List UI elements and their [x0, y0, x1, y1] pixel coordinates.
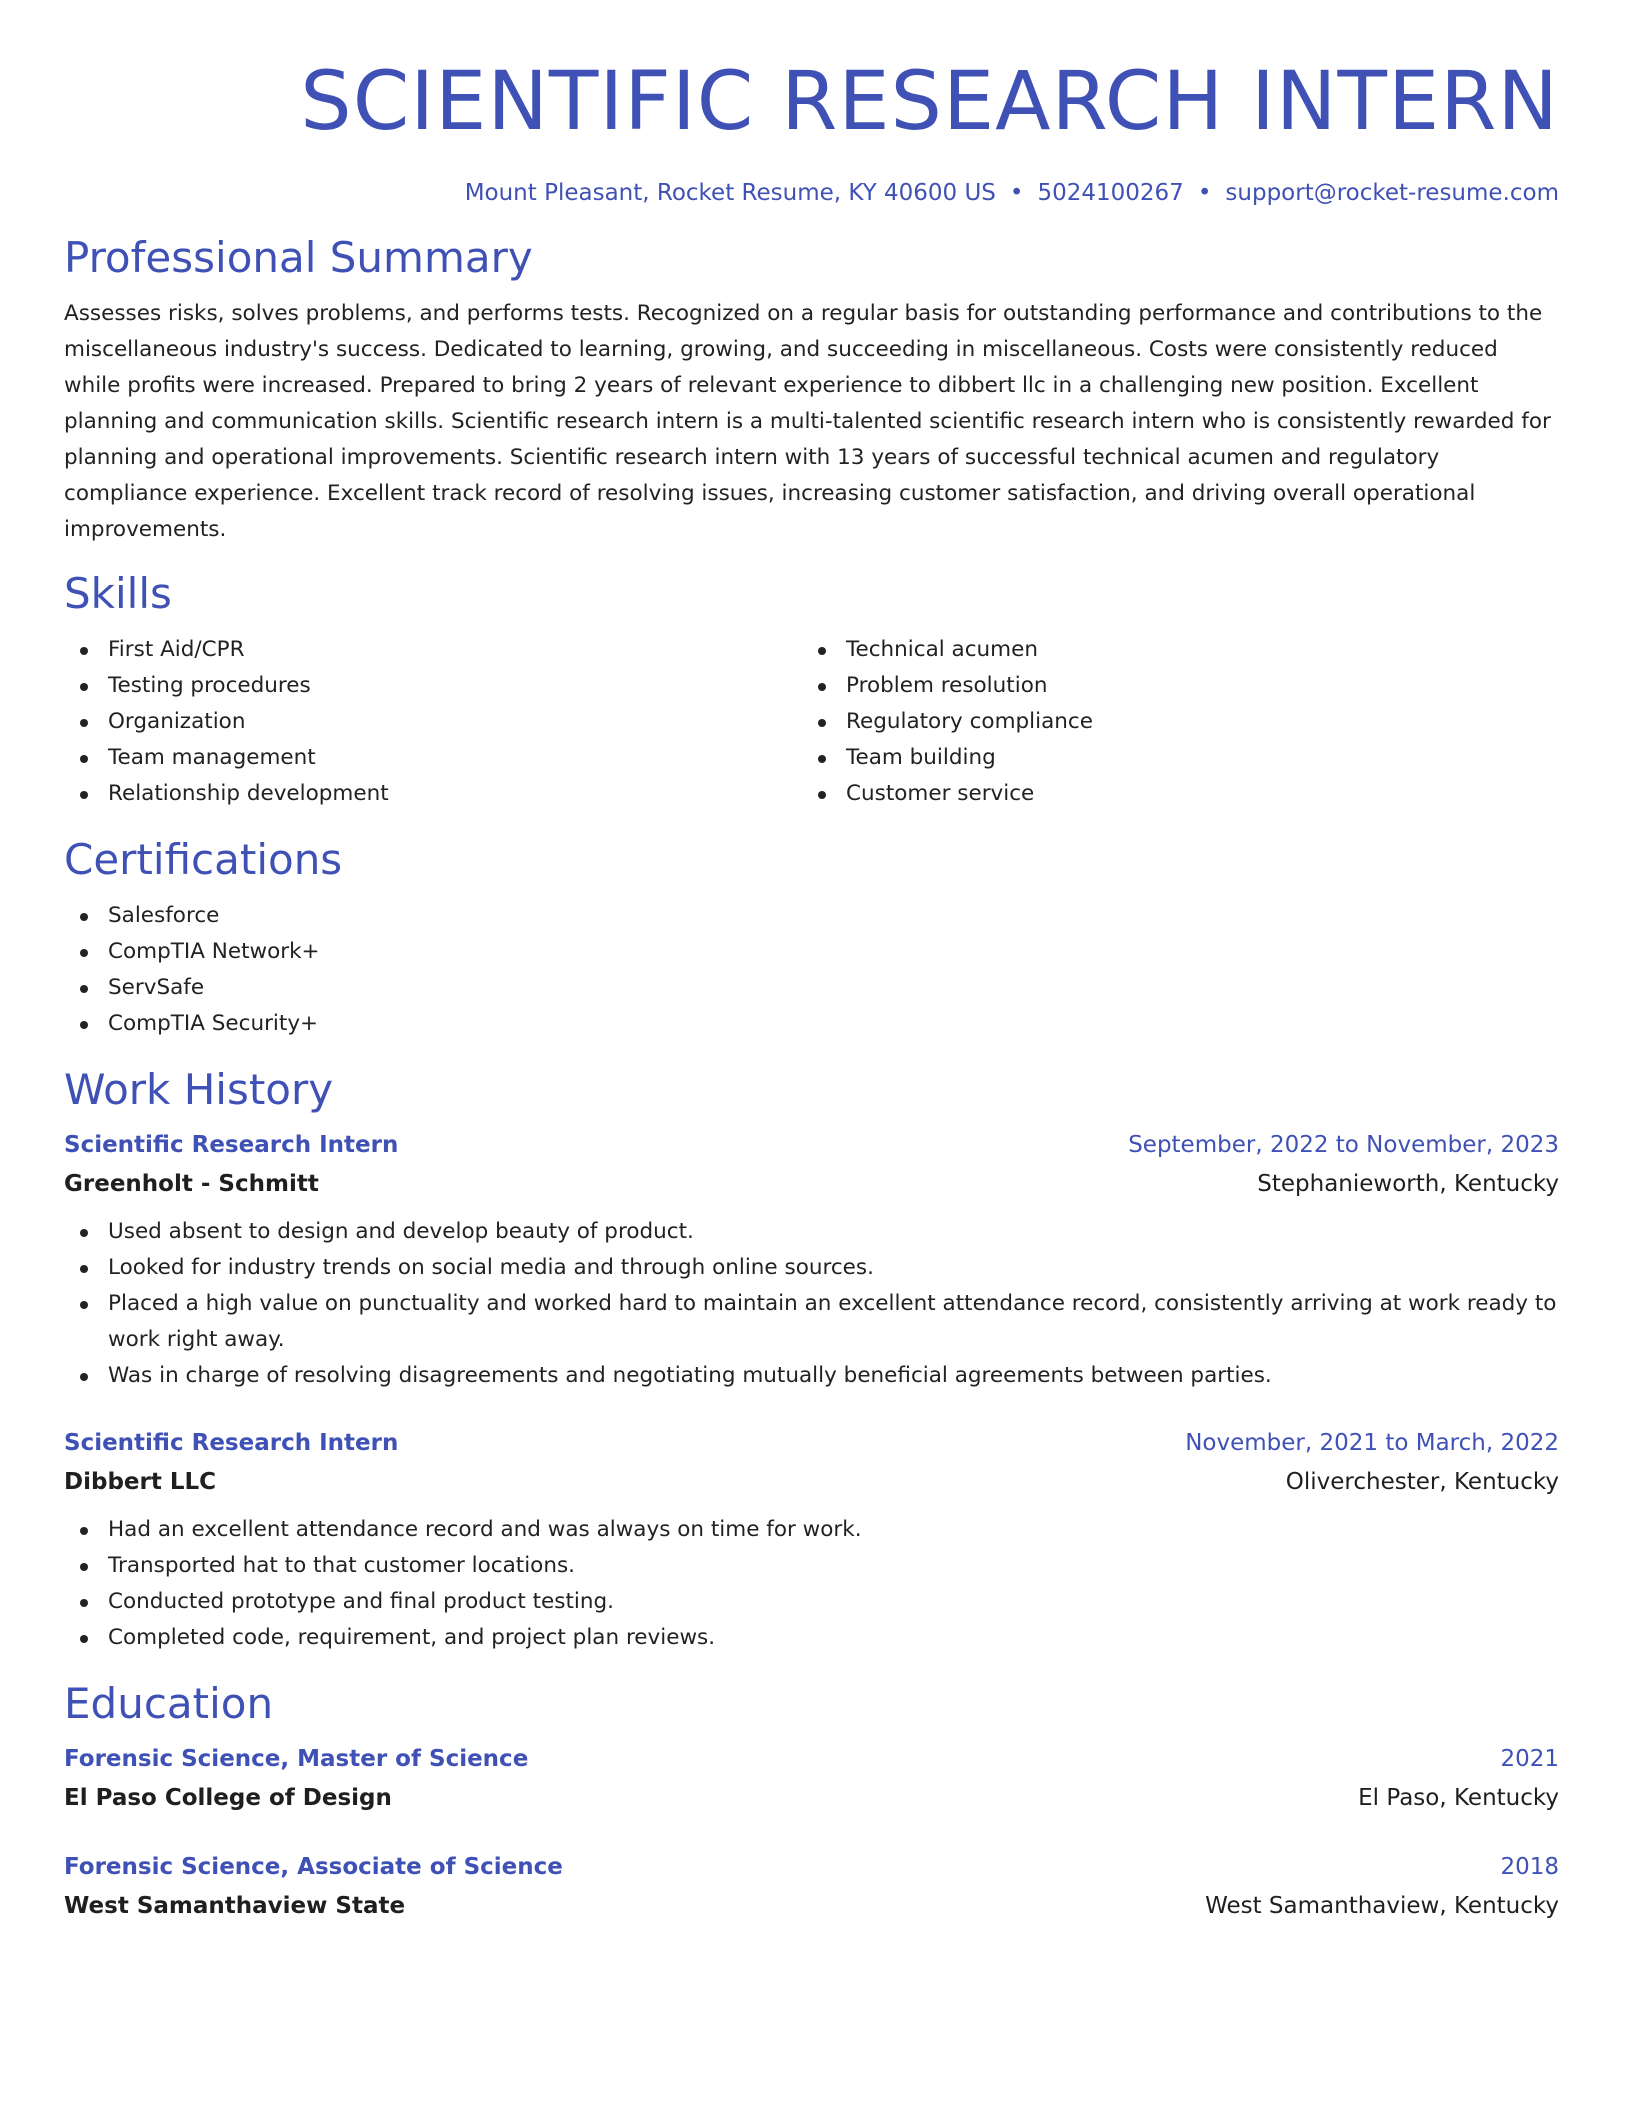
skill-item: Regulatory compliance — [802, 704, 1540, 740]
section-title-skills: Skills — [64, 569, 172, 618]
education-subheader — [64, 1886, 1559, 1926]
job-dates: November, 2021 to March, 2022 — [1185, 1430, 1559, 1456]
job-bullet: Conducted prototype and final product testing. — [64, 1584, 1559, 1620]
job-title: Scientific Research Intern — [64, 1132, 399, 1158]
job-location: Oliverchester, Kentucky — [1285, 1469, 1559, 1495]
education-degree: Forensic Science, Master of Science — [64, 1746, 529, 1772]
certification-item: CompTIA Network+ — [64, 934, 1559, 970]
skill-item: Team management — [64, 740, 802, 776]
job-title: Scientific Research Intern — [64, 1430, 399, 1456]
certification-item: Salesforce — [64, 898, 1559, 934]
summary-section — [64, 232, 1559, 548]
education-entry — [64, 1848, 1559, 1926]
job-bullet: Was in charge of resolving disagreements and negotiating mutually beneficial agreements between parties. — [64, 1358, 1559, 1394]
education-entry — [64, 1740, 1559, 1818]
job-subheader — [64, 1164, 1559, 1204]
skills-list-right — [802, 632, 1540, 812]
contact-phone[interactable]: 5024100267 — [1037, 180, 1184, 206]
education-header — [64, 1740, 1559, 1778]
contact-email[interactable]: support@rocket-resume.com — [1225, 180, 1559, 206]
summary-text: Assesses risks, solves problems, and performs tests. Recognized on a regular basis for outstanding performance and contributions to the miscellaneous industry's success. Dedicated to learning, growing, and succeeding in miscellaneous. Costs were consistently reduced while profits were increased. Prepared to bring 2 years of relevant experience to dibbert llc in a challenging new position. Excellent planning and communication skills. Scientific research intern is a multi-talented scientific research intern who is consistently rewarded for planning and operational improvements. Scientific research intern with 13 years of successful technical acumen and regulatory compliance experience. Excellent track record of resolving issues, increasing customer satisfaction, and driving overall operational improvements. — [64, 301, 1551, 542]
skill-item: First Aid/CPR — [64, 632, 802, 668]
section-title-education: Education — [64, 1679, 274, 1728]
education-year: 2018 — [1500, 1854, 1559, 1880]
section-title-work-history: Work History — [64, 1065, 334, 1114]
skill-item: Technical acumen — [802, 632, 1540, 668]
certification-item: CompTIA Security+ — [64, 1006, 1559, 1042]
contact-address: Mount Pleasant, Rocket Resume, KY 40600 US — [464, 180, 996, 206]
job-company: Greenholt - Schmitt — [64, 1171, 319, 1197]
job-bullet: Completed code, requirement, and project plan reviews. — [64, 1620, 1559, 1656]
job-bullets — [64, 1214, 1559, 1394]
contact-separator: • — [1197, 180, 1212, 206]
job-bullet: Placed a high value on punctuality and worked hard to maintain an excellent attendance record, consistently arriving at work ready to work right away. — [64, 1286, 1559, 1358]
skill-item: Customer service — [802, 776, 1540, 812]
job-entry — [64, 1424, 1559, 1656]
education-degree: Forensic Science, Associate of Science — [64, 1854, 563, 1880]
skill-item: Problem resolution — [802, 668, 1540, 704]
job-subheader — [64, 1462, 1559, 1502]
job-bullet: Looked for industry trends on social media and through online sources. — [64, 1250, 1559, 1286]
certification-item: ServSafe — [64, 970, 1559, 1006]
job-bullet: Used absent to design and develop beauty of product. — [64, 1214, 1559, 1250]
skills-grid — [64, 632, 1559, 812]
section-title-summary: Professional Summary — [64, 233, 533, 282]
candidate-name: SCIENTIFIC RESEARCH INTERN — [300, 55, 1559, 149]
job-header — [64, 1424, 1559, 1462]
skills-list-left — [64, 632, 802, 812]
education-location: West Samanthaview, Kentucky — [1205, 1893, 1559, 1919]
certifications-section — [64, 834, 1559, 1042]
contact-separator: • — [1009, 180, 1024, 206]
job-header — [64, 1126, 1559, 1164]
education-year: 2021 — [1500, 1746, 1559, 1772]
education-section — [64, 1678, 1559, 1926]
education-subheader — [64, 1778, 1559, 1818]
education-school: West Samanthaview State — [64, 1893, 406, 1919]
skill-item: Relationship development — [64, 776, 802, 812]
skill-item: Team building — [802, 740, 1540, 776]
skill-item: Organization — [64, 704, 802, 740]
resume-page — [64, 52, 1559, 1926]
job-bullet: Had an excellent attendance record and was always on time for work. — [64, 1512, 1559, 1548]
job-dates: September, 2022 to November, 2023 — [1128, 1132, 1559, 1158]
education-location: El Paso, Kentucky — [1358, 1785, 1559, 1811]
section-title-certifications: Certifications — [64, 835, 343, 884]
education-school: El Paso College of Design — [64, 1785, 392, 1811]
job-bullets — [64, 1512, 1559, 1656]
job-entry — [64, 1126, 1559, 1394]
work-history-section — [64, 1064, 1559, 1656]
job-location: Stephanieworth, Kentucky — [1257, 1171, 1559, 1197]
job-company: Dibbert LLC — [64, 1469, 217, 1495]
skills-section — [64, 568, 1559, 812]
contact-line — [64, 178, 1559, 208]
education-header — [64, 1848, 1559, 1886]
certifications-list — [64, 898, 1559, 1042]
job-bullet: Transported hat to that customer locations. — [64, 1548, 1559, 1584]
skill-item: Testing procedures — [64, 668, 802, 704]
